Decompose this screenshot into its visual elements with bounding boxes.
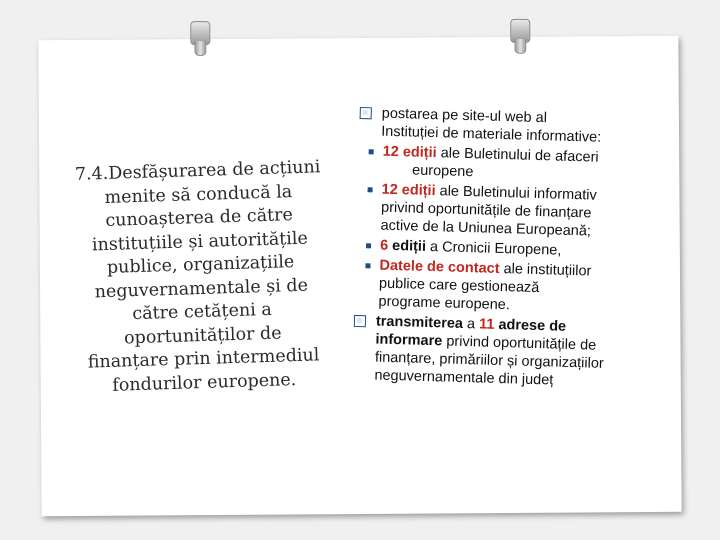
- heading-line: publice, organizațiile: [106, 252, 295, 278]
- item-text: publice care gestionează: [378, 275, 540, 297]
- count: 11: [478, 316, 495, 333]
- checkbox-bullet-icon: [354, 315, 366, 327]
- section-heading: [52, 156, 349, 400]
- heading-line: instituțiile și autoritățile: [91, 228, 309, 255]
- item-text: ediții: [387, 237, 427, 255]
- count: 12 ediții: [382, 143, 437, 162]
- sub-list-item: [354, 256, 655, 318]
- item-text: ale Buletinului informativ: [435, 183, 597, 204]
- heading-line: 7.4.Desfășurarea de acțiuni: [74, 157, 321, 185]
- heading-line: către cetățeni a: [132, 299, 273, 325]
- heading-line: neguvernamentale și de: [94, 275, 309, 302]
- square-bullet-icon: [369, 149, 374, 154]
- count: 6: [379, 237, 389, 254]
- item-text: Instituției de materiale informative:: [381, 123, 602, 146]
- item-text: adrese de: [494, 316, 567, 335]
- item-text: finanțare, primăriilor și organizațiilor: [374, 349, 604, 372]
- square-bullet-icon: [365, 263, 370, 268]
- item-text: programe europene.: [378, 293, 511, 314]
- item-text: privind oportunitățile de finanțare: [380, 199, 592, 222]
- list-item: [352, 312, 654, 392]
- item-text: a Cronicii Europene,: [425, 238, 562, 259]
- sub-list-item: [356, 180, 657, 242]
- item-text: informare: [375, 331, 443, 350]
- heading-line: menite să conducă la: [104, 181, 293, 208]
- sub-list-item: [358, 142, 659, 186]
- item-text: ale instituțiilor: [499, 260, 592, 280]
- square-bullet-icon: [368, 187, 373, 192]
- checkbox-bullet-icon: [360, 107, 372, 119]
- bullet-list: [352, 104, 660, 394]
- heading-line: fondurilor europene.: [111, 369, 297, 396]
- item-text: a: [462, 315, 480, 333]
- pushpin-icon: [508, 19, 530, 55]
- item-text: transmiterea: [375, 313, 464, 332]
- item-text: ale Buletinului de afaceri: [436, 145, 599, 166]
- heading-line: oportunităților de: [123, 323, 282, 348]
- item-text: europene: [411, 162, 474, 181]
- heading-line: cunoașterea de către: [105, 205, 294, 231]
- square-bullet-icon: [366, 243, 371, 248]
- highlight-text: Datele de contact: [379, 257, 500, 277]
- list-item: [359, 104, 660, 148]
- item-text: postarea pe site-ul web al: [381, 105, 548, 127]
- item-text: privind oportunitățile de: [442, 333, 597, 354]
- heading-line: finanțare prin intermediul: [87, 345, 320, 373]
- item-text: neguvernamentale din județ: [374, 367, 554, 389]
- count: 12 ediții: [381, 181, 436, 200]
- item-text: active de la Uniunea Europeană;: [380, 217, 592, 240]
- pushpin-icon: [188, 21, 210, 57]
